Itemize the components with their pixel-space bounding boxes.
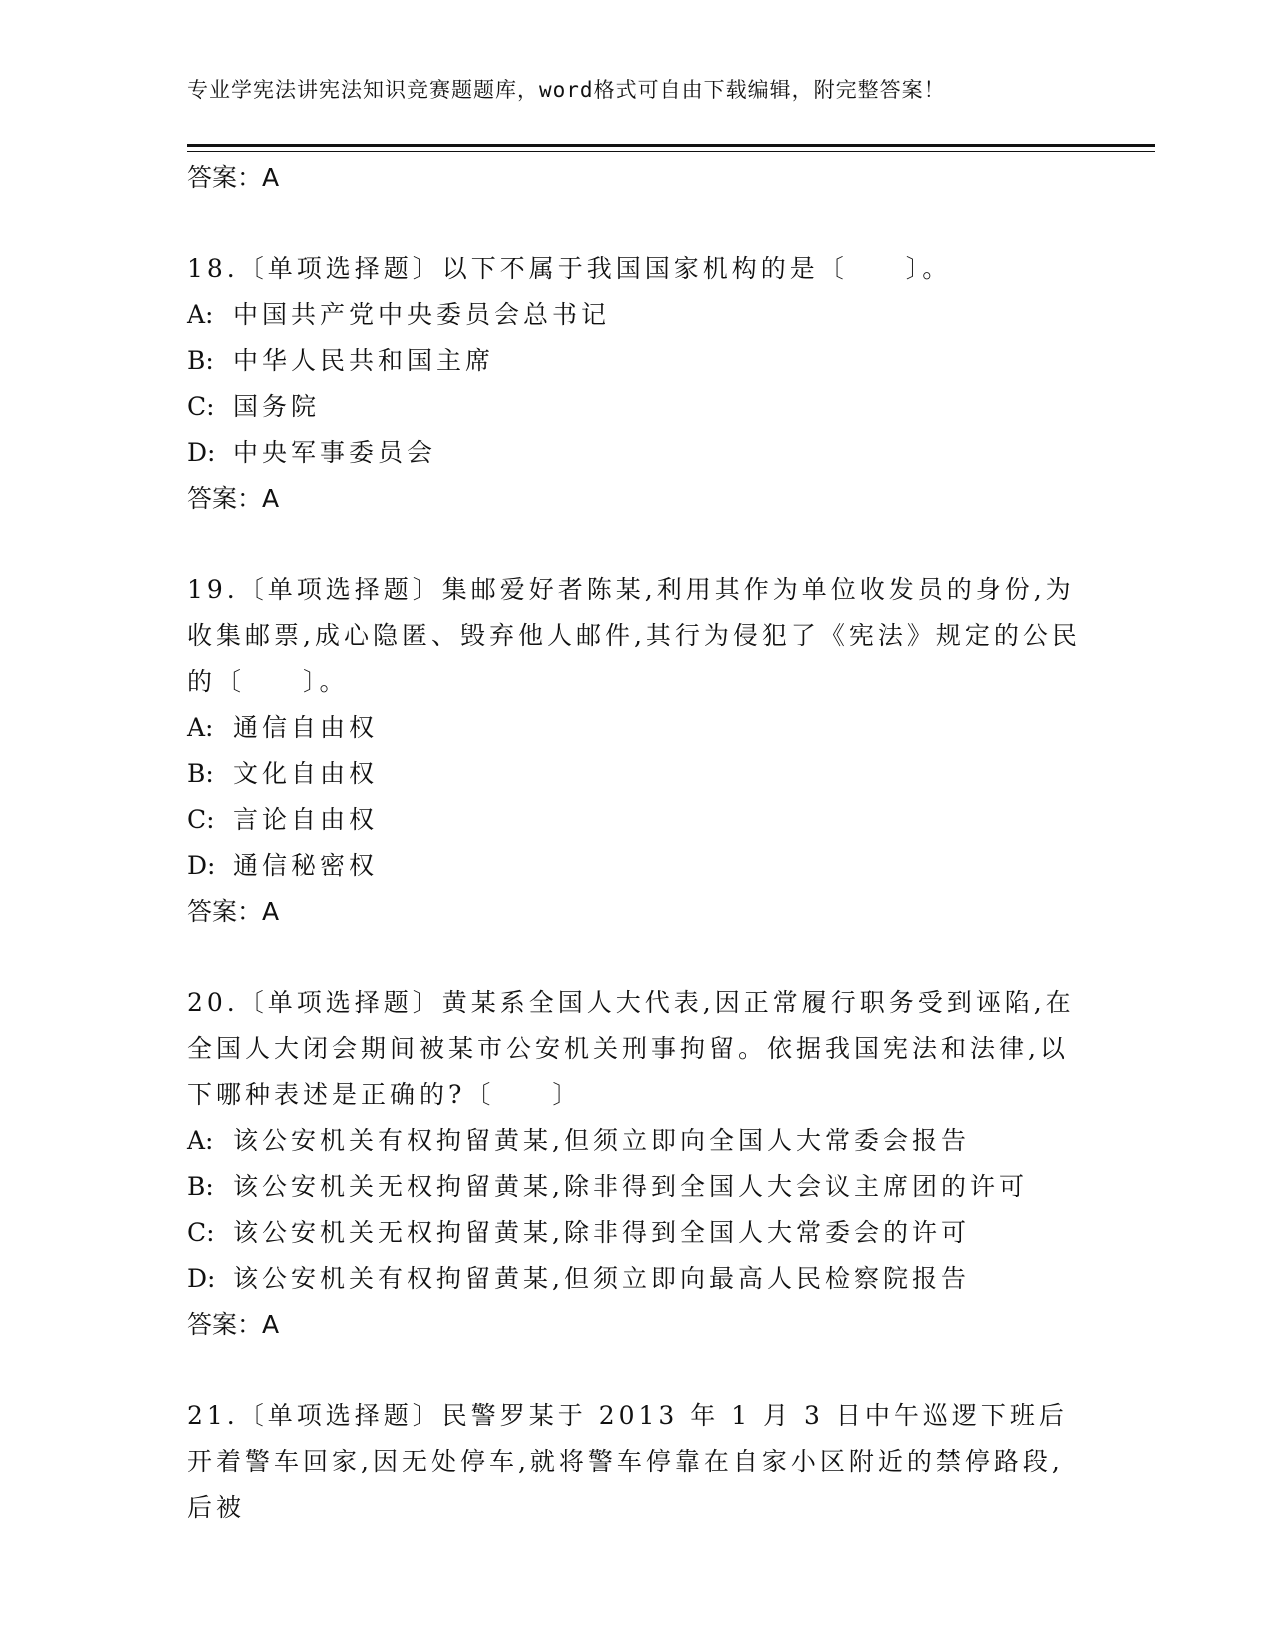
spacer bbox=[187, 935, 1087, 980]
option-label: D: bbox=[187, 851, 216, 880]
option-label: B: bbox=[187, 759, 214, 788]
option-text: 中国共产党中央委员会总书记 bbox=[233, 300, 611, 329]
header-rule-thin bbox=[187, 151, 1155, 152]
answer: 答案：A bbox=[187, 897, 280, 926]
previous-answer: 答案：A bbox=[187, 163, 280, 192]
option-text: 国务院 bbox=[233, 392, 321, 421]
option-label: A: bbox=[187, 713, 214, 742]
question-text: 20.〔单项选择题〕黄某系全国人大代表,因正常履行职务受到诬陷,在全国人大闭会期间被某市公安机关刑事拘留。依据我国宪法和法律,以下哪种表述是正确的?〔 〕 bbox=[187, 988, 1075, 1109]
option-text: 中央军事委员会 bbox=[233, 438, 437, 467]
question-text: 19.〔单项选择题〕集邮爱好者陈某,利用其作为单位收发员的身份,为收集邮票,成心隐匿、毁弃他人邮件,其行为侵犯了《宪法》规定的公民的〔 〕。 bbox=[187, 575, 1081, 696]
option-label: C: bbox=[187, 1218, 215, 1247]
question-text: 21.〔单项选择题〕民警罗某于 2013 年 1 月 3 日中午巡逻下班后开着警车回家,因无处停车,就将警车停靠在自家小区附近的禁停路段,后被 bbox=[187, 1401, 1068, 1522]
question-list bbox=[187, 155, 1087, 1531]
option-label: C: bbox=[187, 392, 215, 421]
option-text: 通信自由权 bbox=[233, 713, 379, 742]
option-a bbox=[187, 292, 1087, 338]
option-text: 该公安机关有权拘留黄某,但须立即向最高人民检察院报告 bbox=[233, 1264, 970, 1293]
option-text: 该公安机关有权拘留黄某,但须立即向全国人大常委会报告 bbox=[233, 1126, 970, 1155]
question-18 bbox=[187, 246, 1087, 522]
question-19 bbox=[187, 567, 1087, 935]
option-c bbox=[187, 1210, 1087, 1256]
option-d bbox=[187, 430, 1087, 476]
option-label: B: bbox=[187, 1172, 214, 1201]
option-text: 该公安机关无权拘留黄某,除非得到全国人大常委会的许可 bbox=[233, 1218, 970, 1247]
option-b bbox=[187, 751, 1087, 797]
header-rule-thick bbox=[187, 144, 1155, 147]
question-text: 18.〔单项选择题〕以下不属于我国国家机构的是〔 〕。 bbox=[187, 254, 952, 283]
spacer bbox=[187, 522, 1087, 567]
question-20 bbox=[187, 980, 1087, 1348]
option-label: A: bbox=[187, 300, 214, 329]
option-label: D: bbox=[187, 438, 216, 467]
option-b bbox=[187, 1164, 1087, 1210]
option-d bbox=[187, 843, 1087, 889]
option-label: D: bbox=[187, 1264, 216, 1293]
option-text: 言论自由权 bbox=[233, 805, 379, 834]
spacer bbox=[187, 1348, 1087, 1393]
option-text: 中华人民共和国主席 bbox=[233, 346, 495, 375]
option-label: A: bbox=[187, 1126, 214, 1155]
option-label: C: bbox=[187, 805, 215, 834]
answer: 答案：A bbox=[187, 1310, 280, 1339]
option-a bbox=[187, 705, 1087, 751]
option-d bbox=[187, 1256, 1087, 1302]
option-c bbox=[187, 797, 1087, 843]
spacer bbox=[187, 201, 1087, 246]
option-text: 该公安机关无权拘留黄某,除非得到全国人大会议主席团的许可 bbox=[233, 1172, 1028, 1201]
page-header: 专业学宪法讲宪法知识竞赛题题库，word格式可自由下载编辑，附完整答案！ bbox=[187, 78, 946, 102]
option-label: B: bbox=[187, 346, 214, 375]
option-c bbox=[187, 384, 1087, 430]
question-21 bbox=[187, 1393, 1087, 1531]
answer: 答案：A bbox=[187, 484, 280, 513]
option-text: 文化自由权 bbox=[233, 759, 379, 788]
option-b bbox=[187, 338, 1087, 384]
option-text: 通信秘密权 bbox=[233, 851, 379, 880]
option-a bbox=[187, 1118, 1087, 1164]
